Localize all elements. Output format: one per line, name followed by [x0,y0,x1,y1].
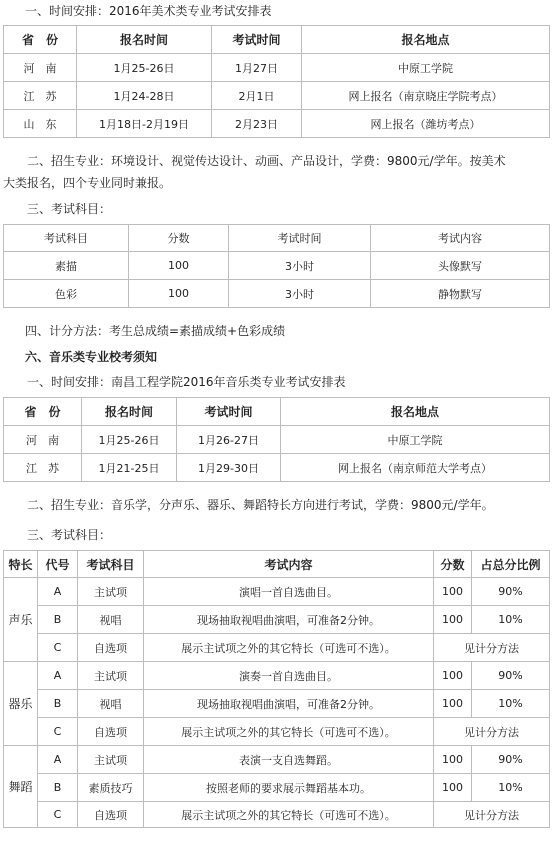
cell-province: 江 苏 [4,454,82,482]
cell-ratio: 90% [472,662,550,690]
cell-score: 100 [434,662,472,690]
header-reg-time: 报名时间 [82,398,177,426]
cell-ratio: 10% [472,606,550,634]
cell-exam-time: 1月29-30日 [177,454,281,482]
cell-exam-time: 1月27日 [212,54,302,82]
header-province: 省 份 [4,26,77,54]
header-subject: 考试科目 [78,551,144,578]
header-subject: 考试科目 [4,225,129,252]
cell-reg-time: 1月25-26日 [82,426,177,454]
art-schedule-table [3,25,550,138]
cell-merged-note: 见计分方法 [434,634,550,662]
cell-reg-place: 网上报名（南京晓庄学院考点） [302,82,550,110]
table-row [4,634,550,662]
cell-content: 静物默写 [371,280,550,308]
cell-province: 江 苏 [4,82,77,110]
cell-exam-time: 1月26-27日 [177,426,281,454]
cell-ratio: 90% [472,578,550,606]
cell-subject: 素描 [4,252,129,280]
section2-line1: 二、招生专业：环境设计、视觉传达设计、动画、产品设计，学费：9800元/学年。按美术 [27,154,506,168]
cell-exam-time: 2月1日 [212,82,302,110]
cell-duration: 3小时 [229,280,371,308]
cell-code: A [38,662,78,690]
cell-score: 100 [434,606,472,634]
cell-merged-note: 见计分方法 [434,802,550,828]
cell-specialty: 器乐 [4,662,38,746]
section1-heading: 一、时间安排：2016年美术类专业考试安排表 [25,4,272,18]
cell-content: 现场抽取视唱曲演唱，可准备2分钟。 [144,690,434,718]
cell-reg-time: 1月21-25日 [82,454,177,482]
header-exam-time: 考试时间 [177,398,281,426]
cell-code: C [38,634,78,662]
cell-content: 展示主试项之外的其它特长（可选可不选）。 [144,634,434,662]
section2-line2: 大类报名，四个专业同时兼报。 [3,176,172,190]
cell-code: B [38,774,78,802]
cell-subject: 视唱 [78,690,144,718]
table-header-row [4,551,550,578]
header-code: 代号 [38,551,78,578]
header-duration: 考试时间 [229,225,371,252]
cell-score: 100 [434,690,472,718]
cell-province: 山 东 [4,110,77,138]
cell-score: 100 [434,578,472,606]
cell-subject: 主试项 [78,662,144,690]
table-row [4,82,550,110]
cell-reg-time: 1月24-28日 [77,82,212,110]
cell-score: 100 [129,280,229,308]
cell-subject: 色彩 [4,280,129,308]
header-reg-place: 报名地点 [302,26,550,54]
music-section2-text: 二、招生专业：音乐学，分声乐、器乐、舞蹈特长方向进行考试，学费：9800元/学年。 [27,498,494,512]
cell-ratio: 10% [472,690,550,718]
table-row [4,662,550,690]
cell-subject: 自选项 [78,802,144,828]
cell-content: 按照老师的要求展示舞蹈基本功。 [144,774,434,802]
cell-score: 100 [434,774,472,802]
cell-reg-time: 1月25-26日 [77,54,212,82]
cell-subject: 自选项 [78,718,144,746]
cell-code: B [38,606,78,634]
cell-province: 河 南 [4,426,82,454]
music-subject-table [3,550,550,828]
header-specialty: 特长 [4,551,38,578]
table-header-row [4,225,550,252]
cell-code: A [38,746,78,774]
table-header-row [4,26,550,54]
music-schedule-table [3,397,550,482]
cell-content: 演唱一首自选曲目。 [144,578,434,606]
cell-exam-time: 2月23日 [212,110,302,138]
section4-text: 四、计分方法：考生总成绩=素描成绩+色彩成绩 [25,324,286,338]
table-row [4,718,550,746]
cell-province: 河 南 [4,54,77,82]
header-score: 分数 [129,225,229,252]
cell-score: 100 [434,746,472,774]
cell-merged-note: 见计分方法 [434,718,550,746]
header-province: 省 份 [4,398,82,426]
cell-reg-place: 中原工学院 [302,54,550,82]
cell-subject: 主试项 [78,578,144,606]
cell-subject: 视唱 [78,606,144,634]
cell-content: 展示主试项之外的其它特长（可选可不选）。 [144,718,434,746]
art-subject-table [3,224,550,308]
table-row [4,690,550,718]
header-score: 分数 [434,551,472,578]
table-row [4,54,550,82]
table-row [4,280,550,308]
table-row [4,426,550,454]
cell-specialty: 声乐 [4,578,38,662]
cell-score: 100 [129,252,229,280]
cell-code: C [38,718,78,746]
cell-code: B [38,690,78,718]
cell-code: C [38,802,78,828]
cell-content: 现场抽取视唱曲演唱，可准备2分钟。 [144,606,434,634]
music-heading1: 一、时间安排：南昌工程学院2016年音乐类专业考试安排表 [27,375,346,389]
section3-heading: 三、考试科目： [27,202,112,216]
table-row [4,746,550,774]
cell-subject: 自选项 [78,634,144,662]
cell-subject: 主试项 [78,746,144,774]
document-page [0,2,554,828]
table-row [4,802,550,828]
cell-reg-place: 中原工学院 [281,426,550,454]
cell-ratio: 90% [472,746,550,774]
table-row [4,110,550,138]
cell-reg-place: 网上报名（南京师范大学考点） [281,454,550,482]
cell-code: A [38,578,78,606]
table-row [4,774,550,802]
cell-reg-place: 网上报名（潍坊考点） [302,110,550,138]
table-row [4,454,550,482]
cell-subject: 素质技巧 [78,774,144,802]
table-row [4,578,550,606]
cell-ratio: 10% [472,774,550,802]
music-section-title: 六、音乐类专业校考须知 [25,350,158,364]
table-row [4,252,550,280]
header-content: 考试内容 [371,225,550,252]
table-header-row [4,398,550,426]
cell-content: 头像默写 [371,252,550,280]
header-content: 考试内容 [144,551,434,578]
header-reg-place: 报名地点 [281,398,550,426]
cell-duration: 3小时 [229,252,371,280]
cell-specialty: 舞蹈 [4,746,38,828]
header-exam-time: 考试时间 [212,26,302,54]
music-section3-heading: 三、考试科目： [27,528,112,542]
header-reg-time: 报名时间 [77,26,212,54]
cell-content: 展示主试项之外的其它特长（可选可不选）。 [144,802,434,828]
cell-content: 表演一支自选舞蹈。 [144,746,434,774]
header-ratio: 占总分比例 [472,551,550,578]
cell-reg-time: 1月18日-2月19日 [77,110,212,138]
table-row [4,606,550,634]
cell-content: 演奏一首自选曲目。 [144,662,434,690]
